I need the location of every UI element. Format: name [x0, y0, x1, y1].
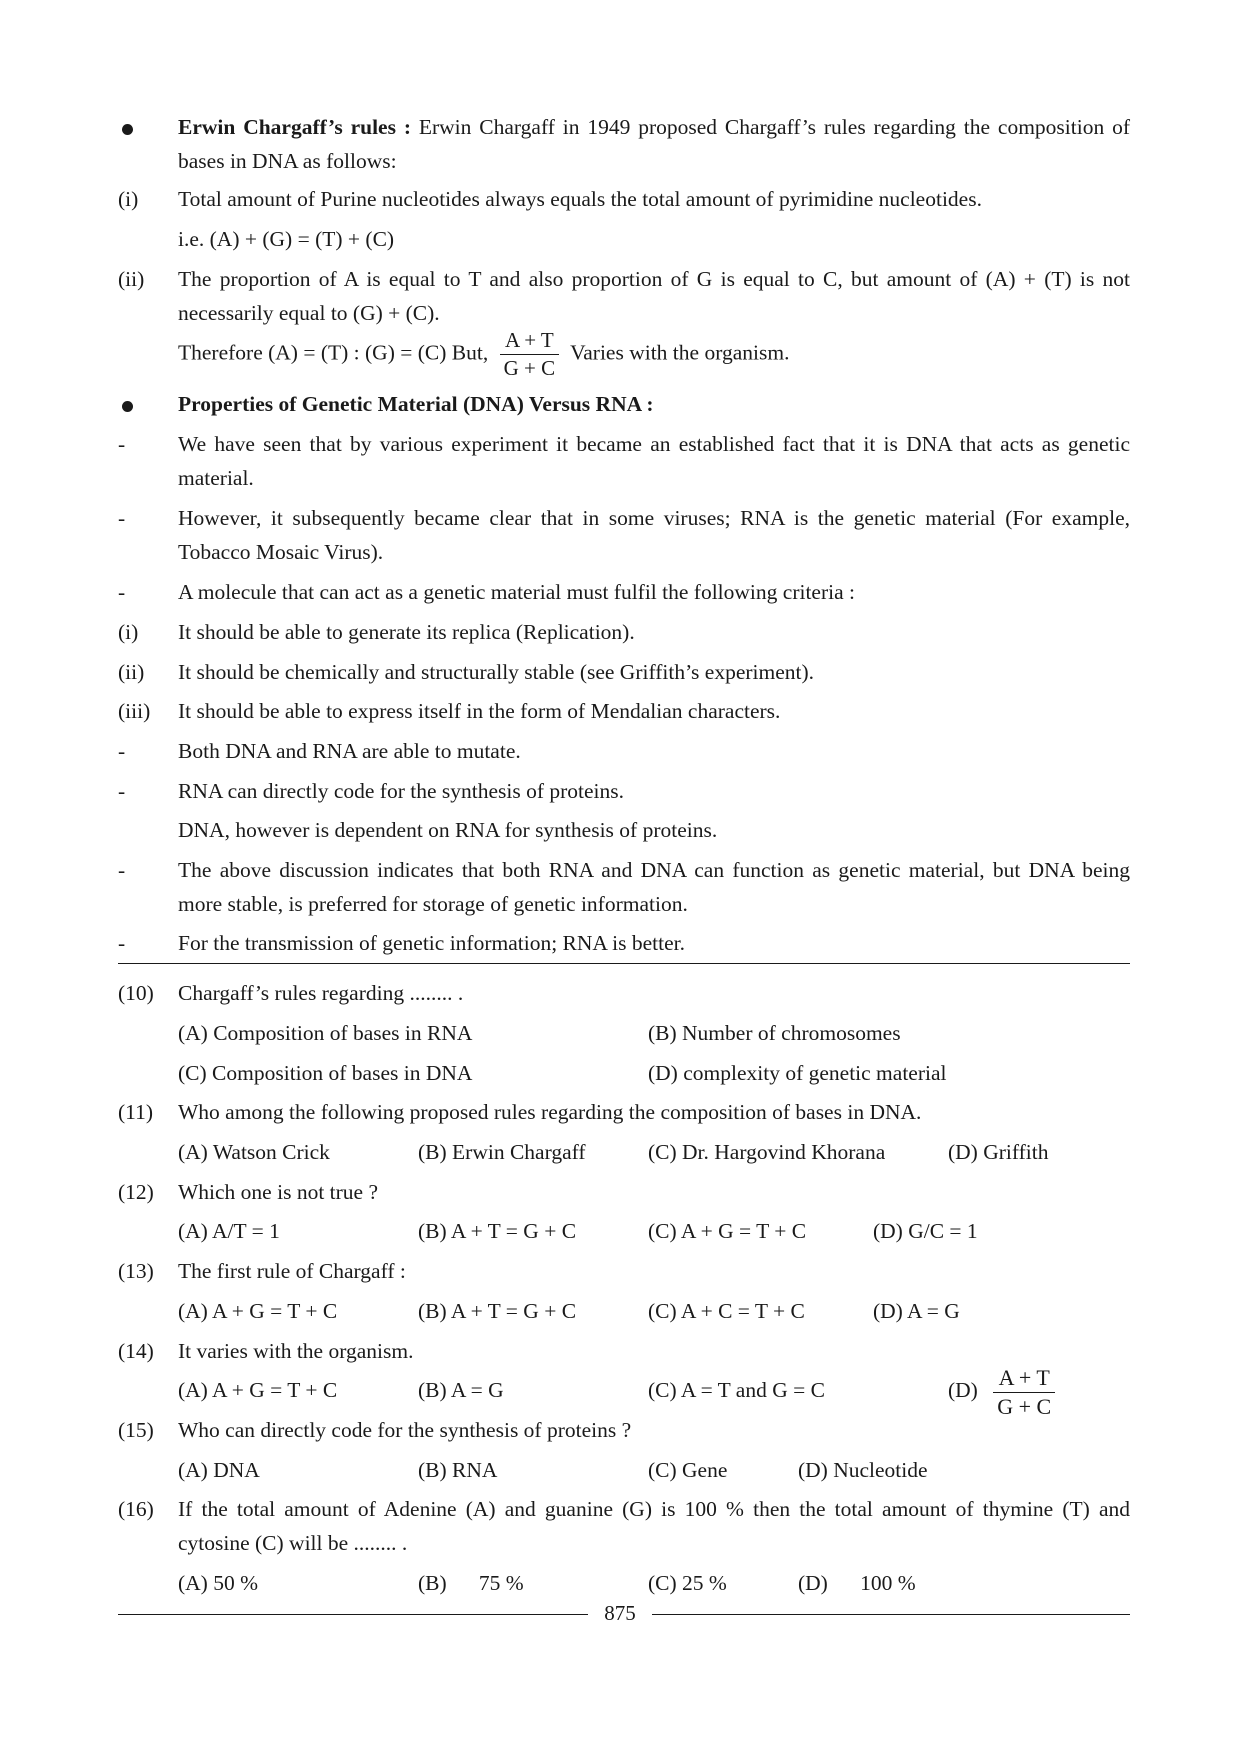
point-text: Both DNA and RNA are able to mutate. — [178, 739, 521, 763]
properties-section — [118, 387, 1130, 421]
option-c[interactable]: (C) A = T and G = C — [648, 1378, 825, 1402]
option-b[interactable]: (B) RNA — [418, 1458, 498, 1482]
option-d[interactable]: (D) Griffith — [948, 1140, 1049, 1164]
option-b[interactable]: (B) A + T = G + C — [418, 1299, 577, 1323]
question-number: (10) — [118, 981, 154, 1005]
footer-rule-right — [652, 1614, 1130, 1615]
chargaff-section — [118, 110, 1130, 178]
option-d-fraction — [993, 1364, 1055, 1419]
question-10 — [118, 976, 1130, 1010]
criteria-2 — [118, 655, 1130, 689]
dash-marker: - — [118, 432, 126, 456]
therefore-line — [178, 330, 1130, 379]
option-d[interactable]: (D) G/C = 1 — [873, 1219, 978, 1243]
rule-1-equation: i.e. (A) + (G) = (T) + (C) — [178, 227, 395, 251]
properties-point-6 — [118, 853, 1130, 921]
dash-marker: - — [118, 779, 126, 803]
item-marker: (ii) — [118, 267, 145, 291]
question-number: (13) — [118, 1259, 154, 1283]
option-d-label: (D) — [948, 1378, 978, 1402]
chargaff-intro-text: Erwin Chargaff in 1949 proposed Chargaff’s rules regarding the composition of bases in DNA as follows: — [178, 115, 1130, 173]
point-text: However, it subsequently became clear that in some viruses; RNA is the genetic material (For example, Tobacco Mosaic Virus). — [178, 506, 1130, 564]
question-number: (12) — [118, 1180, 154, 1204]
properties-point-1 — [118, 427, 1130, 495]
option-a[interactable]: (A) DNA — [178, 1458, 260, 1482]
option-b[interactable]: (B) A = G — [418, 1378, 504, 1402]
point-text: RNA can directly code for the synthesis of proteins. — [178, 779, 625, 803]
question-text: Who can directly code for the synthesis of proteins ? — [178, 1418, 632, 1442]
question-text: It varies with the organism. — [178, 1339, 414, 1363]
question-text: Who among the following proposed rules regarding the composition of bases in DNA. — [178, 1100, 922, 1124]
option-d[interactable]: (D) 100 % — [798, 1571, 916, 1595]
chargaff-rule-1 — [118, 182, 1130, 216]
option-a[interactable]: (A) A + G = T + C — [178, 1378, 338, 1402]
varies-text: Varies with the organism. — [570, 340, 790, 365]
option-c[interactable]: (C) Gene — [648, 1458, 728, 1482]
properties-point-5b — [118, 813, 1130, 847]
fraction-denominator: G + C — [503, 356, 556, 380]
dash-marker: - — [118, 931, 126, 955]
question-10-options-row-1 — [178, 1016, 1130, 1050]
point-text: The above discussion indicates that both RNA and DNA can function as genetic material, but DNA being more stable, is preferred for storage of genetic information. — [178, 858, 1130, 916]
rule-1-text: Total amount of Purine nucleotides always equals the total amount of pyrimidine nucleotides. — [178, 187, 982, 211]
fraction-denominator: G + C — [997, 1393, 1052, 1419]
option-c[interactable]: (C) 25 % — [648, 1571, 727, 1595]
bullet — [118, 110, 168, 144]
option-b[interactable]: (B) A + T = G + C — [418, 1219, 577, 1243]
criteria-text: It should be able to generate its replica (Replication). — [178, 620, 635, 644]
option-a[interactable]: (A) 50 % — [178, 1571, 259, 1595]
question-11-options — [178, 1135, 1130, 1169]
footer-rule-left — [118, 1614, 588, 1615]
item-marker: (ii) — [118, 660, 145, 684]
question-number: (11) — [118, 1100, 154, 1124]
option-d[interactable]: (D) Nucleotide — [798, 1458, 928, 1482]
rule-2-text: The proportion of A is equal to T and also proportion of G is equal to C, but amount of (A) + (T) is not necessarily equal to (G) + (C). — [178, 267, 1130, 325]
question-text: If the total amount of Adenine (A) and guanine (G) is 100 % then the total amount of thymine (T) and cytosine (C) will be ........ . — [178, 1497, 1130, 1555]
properties-point-3 — [118, 575, 1130, 609]
option-d[interactable]: (D) A = G — [873, 1299, 960, 1323]
properties-point-7 — [118, 926, 1130, 960]
question-12 — [118, 1175, 1130, 1209]
criteria-text: It should be able to express itself in the form of Mendalian characters. — [178, 699, 781, 723]
dash-marker: - — [118, 580, 126, 604]
option-d[interactable]: (D) complexity of genetic material — [648, 1061, 947, 1085]
option-d[interactable] — [948, 1359, 1061, 1421]
point-text: For the transmission of genetic information; RNA is better. — [178, 931, 685, 955]
question-number: (14) — [118, 1339, 154, 1363]
option-c[interactable]: (C) Composition of bases in DNA — [178, 1061, 473, 1085]
dash-marker: - — [118, 739, 126, 763]
question-16 — [118, 1492, 1130, 1560]
question-number: (16) — [118, 1497, 154, 1521]
fraction-numerator: A + T — [500, 330, 560, 355]
question-number: (15) — [118, 1418, 154, 1442]
item-marker: (iii) — [118, 699, 151, 723]
page-number: 875 — [604, 1601, 636, 1625]
criteria-1 — [118, 615, 1130, 649]
chargaff-therefore — [118, 330, 1130, 379]
question-text: The first rule of Chargaff : — [178, 1259, 406, 1283]
chargaff-intro — [178, 110, 1130, 178]
criteria-text: It should be chemically and structurally stable (see Griffith’s experiment). — [178, 660, 815, 684]
question-15 — [118, 1413, 1130, 1447]
option-b[interactable]: (B) Erwin Chargaff — [418, 1140, 586, 1164]
question-12-options — [178, 1214, 1130, 1248]
option-a[interactable]: (A) Watson Crick — [178, 1140, 330, 1164]
section-divider — [118, 963, 1130, 964]
question-15-options — [178, 1453, 1130, 1487]
point-text: A molecule that can act as a genetic material must fulfil the following criteria : — [178, 580, 855, 604]
question-14-options — [178, 1364, 1130, 1419]
option-b[interactable]: (B) Number of chromosomes — [648, 1021, 901, 1045]
properties-heading: Properties of Genetic Material (DNA) Versus RNA : — [178, 392, 654, 416]
dash-marker: - — [118, 506, 126, 530]
chargaff-rule-1-equation — [118, 222, 1130, 256]
point-text: DNA, however is dependent on RNA for synthesis of proteins. — [178, 818, 718, 842]
question-text: Which one is not true ? — [178, 1180, 379, 1204]
option-a[interactable]: (A) A + G = T + C — [178, 1299, 338, 1323]
question-text: Chargaff’s rules regarding ........ . — [178, 981, 464, 1005]
chargaff-rule-2 — [118, 262, 1130, 330]
dash-marker: - — [118, 858, 126, 882]
question-16-options — [178, 1566, 1130, 1600]
question-13-options — [178, 1294, 1130, 1328]
properties-point-4 — [118, 734, 1130, 768]
properties-point-5 — [118, 774, 1130, 808]
therefore-text: Therefore (A) = (T) : (G) = (C) But, — [178, 340, 489, 365]
option-c[interactable]: (C) A + G = T + C — [648, 1219, 807, 1243]
option-c[interactable]: (C) Dr. Hargovind Khorana — [648, 1140, 886, 1164]
option-a[interactable]: (A) A/T = 1 — [178, 1219, 280, 1243]
item-marker: (i) — [118, 187, 139, 211]
option-b[interactable]: (B) 75 % — [418, 1571, 524, 1595]
point-text: We have seen that by various experiment it became an established fact that it is DNA that acts as genetic material. — [178, 432, 1130, 490]
option-c[interactable]: (C) A + C = T + C — [648, 1299, 805, 1323]
chargaff-heading: Erwin Chargaff’s rules : — [178, 115, 411, 139]
fraction-numerator: A + T — [993, 1367, 1055, 1393]
properties-point-2 — [118, 501, 1130, 569]
question-10-options-row-2 — [178, 1056, 1130, 1090]
question-13 — [118, 1254, 1130, 1288]
ratio-fraction — [500, 330, 560, 379]
criteria-3 — [118, 694, 1130, 728]
option-a[interactable]: (A) Composition of bases in RNA — [178, 1021, 473, 1045]
question-11 — [118, 1095, 1130, 1129]
item-marker: (i) — [118, 620, 139, 644]
bullet — [118, 387, 168, 421]
